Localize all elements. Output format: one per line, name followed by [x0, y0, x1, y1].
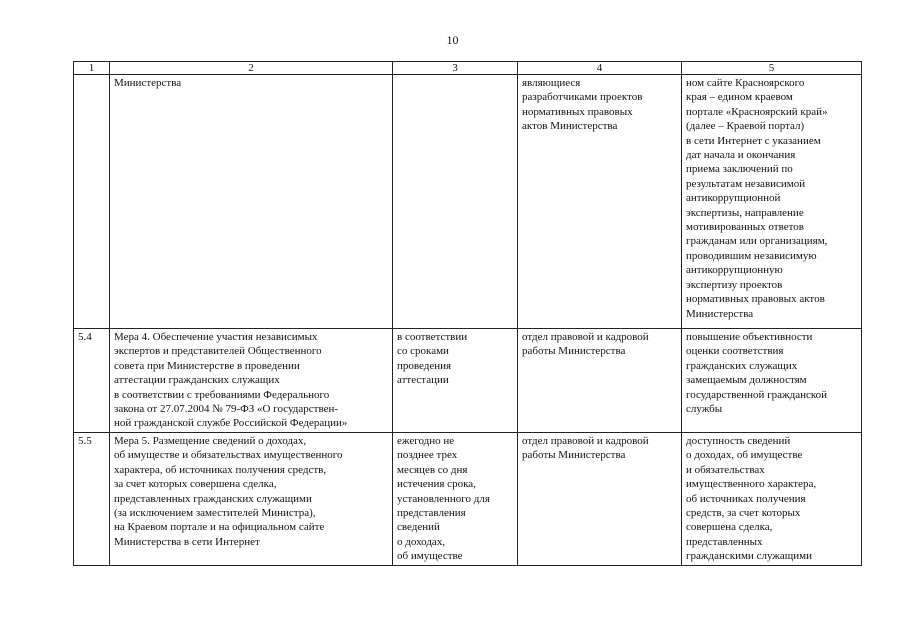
row-number-cell: 5.5 [74, 433, 110, 566]
cell-text-line: работы Министерства [522, 449, 626, 462]
cell-text-line: в соответствии с требованиями Федерального [114, 388, 330, 401]
cell-text-line: средств, за счет которых [686, 507, 801, 520]
cell-text-line: экспертизы, направление [686, 206, 804, 219]
column-header-1: 1 [74, 62, 110, 75]
cell-text-line: установленного для [397, 492, 490, 505]
cell-text-line: со сроками [397, 345, 449, 358]
cell-text-line: ном сайте Красноярского [686, 77, 805, 89]
cell-text-line: отдел правовой и кадровой [522, 331, 649, 343]
cell-text-line: в соответствии [397, 331, 468, 343]
column-header-5: 5 [682, 62, 862, 75]
cell-text-line: аттестации гражданских служащих [114, 374, 280, 387]
cell-text-line: оценки соответствия [686, 345, 784, 358]
cell-text-line: Мера 4. Обеспечение участия независимых [114, 331, 318, 343]
cell-text-line: нормативных правовых актов [686, 293, 825, 306]
column-header-2: 2 [110, 62, 393, 75]
cell-text-line: гражданскими служащими [686, 550, 812, 563]
table-row [74, 75, 862, 329]
cell-text-line: приема заключений по [686, 163, 793, 176]
cell-text-line: представленных [686, 535, 763, 548]
table-row [74, 433, 862, 566]
cell-text-line: результатам независимой [686, 177, 806, 190]
cell-text-line: актов Министерства [522, 120, 618, 133]
cell-text-line: Мера 5. Размещение сведений о доходах, [114, 435, 307, 447]
deadline-cell [393, 433, 518, 566]
cell-text-line: замещаемым должностям [686, 374, 807, 387]
cell-text-line: отдел правовой и кадровой [522, 435, 649, 447]
cell-text-line: позднее трех [397, 449, 458, 462]
cell-text-line: сведений [397, 521, 440, 534]
row-number-cell: 5.4 [74, 329, 110, 433]
cell-text-line: об имуществе [397, 550, 463, 563]
result-cell [682, 75, 862, 329]
cell-text-line: портале «Красноярский край» [686, 105, 828, 118]
cell-text-line: государственной гражданской [686, 388, 828, 401]
cell-text-line: представленных гражданских служащими [114, 492, 312, 505]
measure-text-cell [110, 433, 393, 566]
cell-text-line: о доходах, об имуществе [686, 449, 803, 462]
responsible-cell [518, 75, 682, 329]
row-number-cell [74, 75, 110, 329]
cell-text-line: месяцев со дня [397, 463, 468, 476]
cell-text-line: гражданских служащих [686, 359, 798, 372]
cell-text-line: проведения [397, 359, 452, 372]
cell-text-line: повышение объективности [686, 331, 813, 343]
cell-text-line: экспертов и представителей Общественного [114, 345, 322, 358]
cell-text-line: (далее – Краевой портал) [686, 120, 805, 133]
measures-table [73, 61, 862, 566]
cell-text-line: и обязательствах [686, 463, 765, 476]
cell-text-line: работы Министерства [522, 345, 626, 358]
cell-text-line: нормативных правовых [522, 105, 633, 118]
cell-text-line: антикоррупционной [686, 192, 781, 205]
cell-text-line: характера, об источниках получения средств, [114, 463, 327, 476]
cell-text-line: разработчиками проектов [522, 91, 643, 104]
cell-text-line: истечения срока, [397, 478, 476, 491]
table-header-row [74, 62, 862, 75]
responsible-cell [518, 433, 682, 566]
cell-text-line: Министерства в сети Интернет [114, 535, 260, 548]
cell-text-line: закона от 27.07.2004 № 79-ФЗ «О государствен- [114, 403, 339, 416]
cell-text-line: на Краевом портале и на официальном сайте [114, 521, 325, 534]
measure-text-cell [110, 75, 393, 329]
result-cell [682, 329, 862, 433]
cell-text-line: антикоррупционную [686, 264, 783, 277]
cell-text-line: в сети Интернет с указанием [686, 134, 821, 147]
cell-text-line: о доходах, [397, 535, 446, 548]
measure-text-cell [110, 329, 393, 433]
deadline-cell [393, 75, 518, 329]
cell-text-line: являющиеся [522, 77, 581, 89]
table-row [74, 329, 862, 433]
page-number: 10 [446, 33, 459, 47]
cell-text-line: края – едином краевом [686, 91, 793, 104]
cell-text-line: мотивированных ответов [686, 221, 804, 234]
cell-text-line: совершена сделка, [686, 521, 773, 534]
cell-text-line: доступность сведений [686, 435, 791, 447]
column-header-4: 4 [518, 62, 682, 75]
cell-text-line: Министерства [114, 77, 182, 89]
cell-text-line: об источниках получения [686, 492, 806, 505]
cell-text-line: службы [686, 403, 723, 416]
cell-text-line: имущественного характера, [686, 478, 817, 491]
cell-text-line: ежегодно не [397, 435, 455, 447]
result-cell [682, 433, 862, 566]
cell-text-line: гражданам или организациям, [686, 235, 828, 248]
column-header-3: 3 [393, 62, 518, 75]
cell-text-line: ной гражданской службе Российской Федерации» [114, 417, 348, 430]
table-body [74, 75, 862, 566]
cell-text-line: представления [397, 507, 466, 520]
responsible-cell [518, 329, 682, 433]
cell-text-line: об имуществе и обязательствах имущественного [114, 449, 343, 462]
cell-text-line: экспертизу проектов [686, 278, 783, 291]
cell-text-line: (за исключением заместителей Министра), [114, 507, 316, 520]
cell-text-line: аттестации [397, 374, 449, 387]
cell-text-line: совета при Министерстве в проведении [114, 359, 300, 372]
deadline-cell [393, 329, 518, 433]
cell-text-line: проводившим независимую [686, 249, 817, 262]
cell-text-line: дат начала и окончания [686, 149, 796, 162]
cell-text-line: Министерства [686, 307, 754, 320]
cell-text-line: за счет которых совершена сделка, [114, 478, 277, 491]
